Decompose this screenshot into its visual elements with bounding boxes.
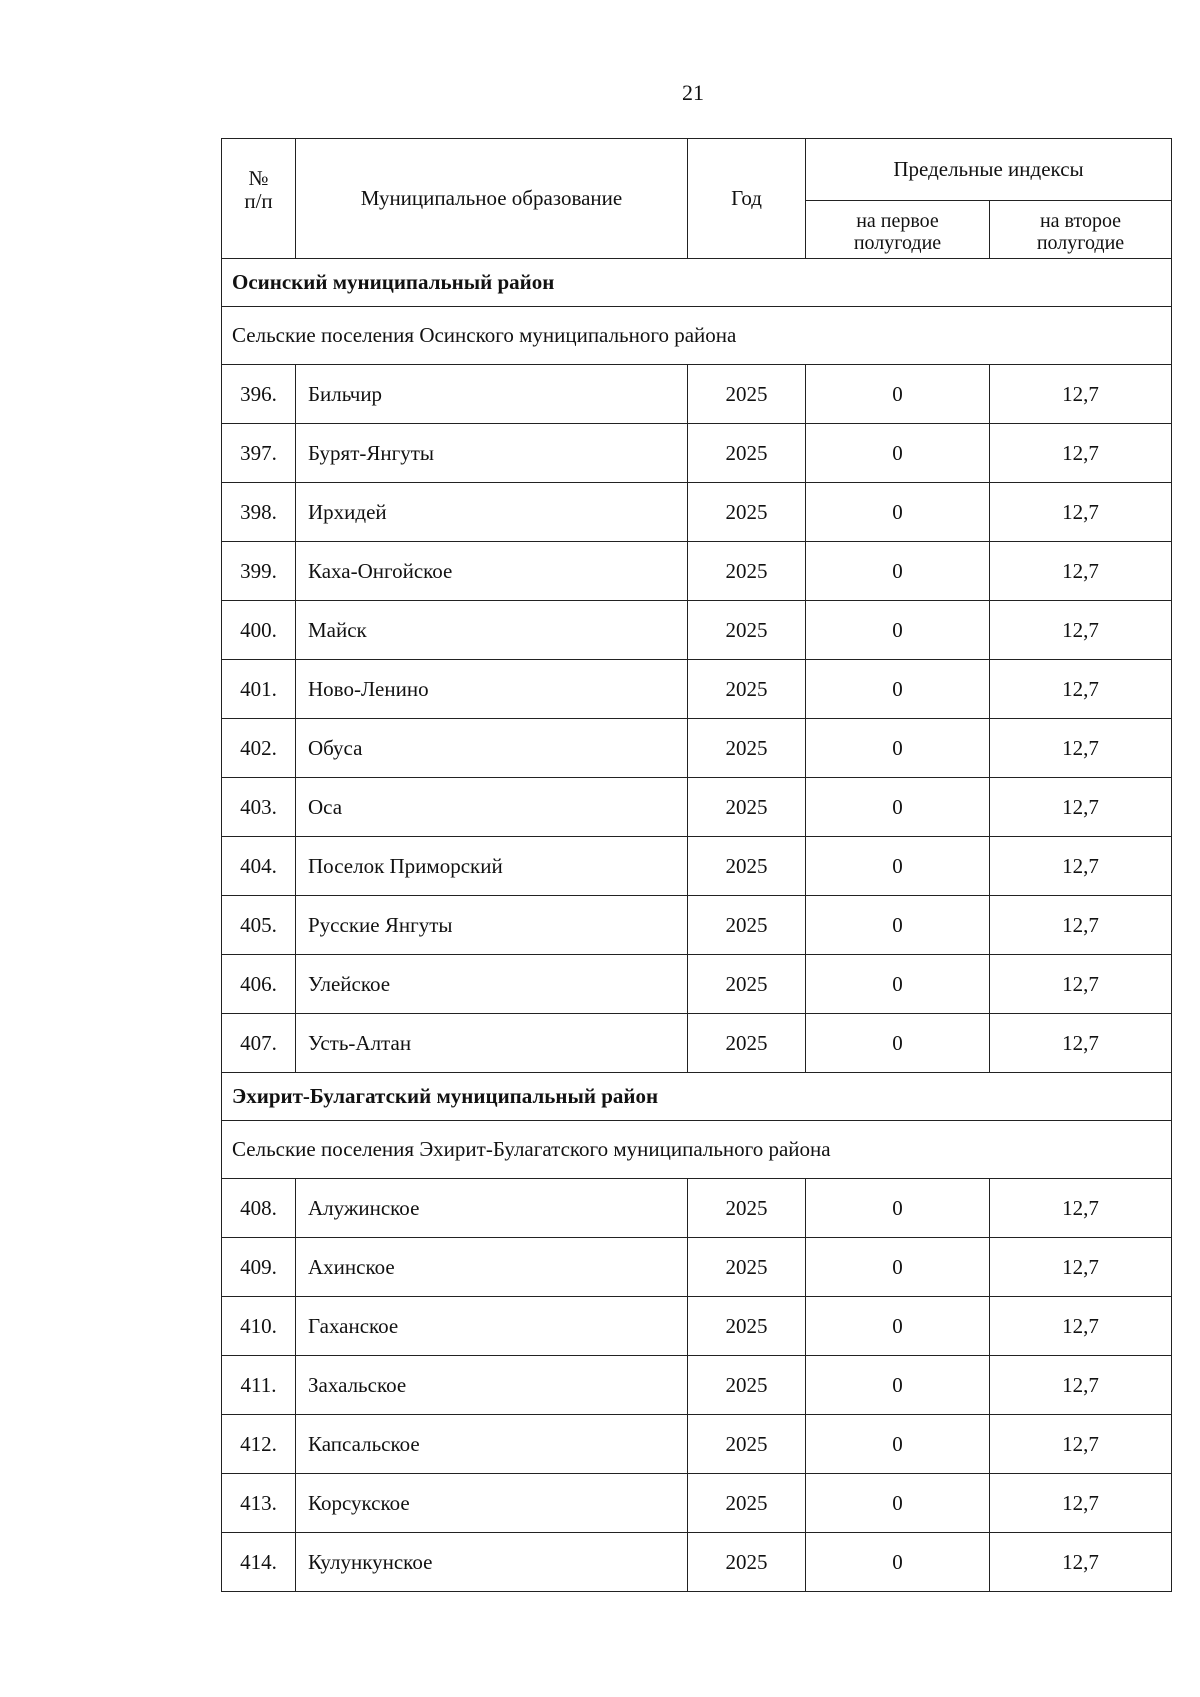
header-first-half-label: на первое полугодие [853,209,942,254]
cell-municipality: Алужинское [296,1179,688,1238]
table-row [222,719,1172,778]
cell-year: 2025 [688,660,806,719]
cell-municipality: Корсукское [296,1474,688,1533]
section-subtitle: Сельские поселения Осинского муниципального района [222,307,1172,365]
cell-year: 2025 [688,1179,806,1238]
cell-municipality: Улейское [296,955,688,1014]
cell-first-half: 0 [806,778,990,837]
cell-second-half: 12,7 [990,1533,1172,1592]
cell-municipality: Майск [296,601,688,660]
table-row [222,896,1172,955]
cell-municipality: Ирхидей [296,483,688,542]
cell-municipality: Ахинское [296,1238,688,1297]
cell-year: 2025 [688,1474,806,1533]
header-second-half-label: на второе полугодие [1036,209,1125,254]
cell-year: 2025 [688,365,806,424]
header-year [688,139,806,259]
cell-number: 412. [222,1415,296,1474]
cell-year: 2025 [688,896,806,955]
table-row [222,955,1172,1014]
table-row [222,1179,1172,1238]
cell-second-half: 12,7 [990,896,1172,955]
cell-second-half: 12,7 [990,1474,1172,1533]
header-limits-label: Предельные индексы [893,157,1084,181]
cell-number: 396. [222,365,296,424]
cell-year: 2025 [688,1297,806,1356]
cell-year: 2025 [688,542,806,601]
header-second-half [990,201,1172,259]
cell-year: 2025 [688,1533,806,1592]
table-row [222,483,1172,542]
table-body [222,259,1172,1592]
header-year-label: Год [731,186,762,210]
cell-year: 2025 [688,1356,806,1415]
cell-number: 409. [222,1238,296,1297]
cell-first-half: 0 [806,1474,990,1533]
cell-year: 2025 [688,1014,806,1073]
cell-first-half: 0 [806,601,990,660]
cell-second-half: 12,7 [990,483,1172,542]
table-header [222,139,1172,259]
table-row [222,1533,1172,1592]
header-limits [806,139,1172,201]
cell-first-half: 0 [806,1179,990,1238]
cell-year: 2025 [688,601,806,660]
table-row [222,601,1172,660]
cell-municipality: Гаханское [296,1297,688,1356]
table-row [222,1297,1172,1356]
cell-year: 2025 [688,955,806,1014]
section-subtitle-row [222,1121,1172,1179]
cell-second-half: 12,7 [990,542,1172,601]
cell-first-half: 0 [806,1415,990,1474]
cell-number: 406. [222,955,296,1014]
cell-year: 2025 [688,778,806,837]
cell-municipality: Оса [296,778,688,837]
cell-year: 2025 [688,424,806,483]
table-row [222,837,1172,896]
section-title: Осинский муниципальный район [222,259,1172,307]
cell-municipality: Каха-Онгойское [296,542,688,601]
cell-second-half: 12,7 [990,1014,1172,1073]
section-subtitle-row [222,307,1172,365]
cell-number: 407. [222,1014,296,1073]
cell-number: 408. [222,1179,296,1238]
cell-municipality: Русские Янгуты [296,896,688,955]
header-municipality-label: Муниципальное образование [360,186,623,210]
cell-second-half: 12,7 [990,778,1172,837]
table-row [222,1415,1172,1474]
cell-first-half: 0 [806,1238,990,1297]
cell-second-half: 12,7 [990,660,1172,719]
table-row [222,1238,1172,1297]
cell-second-half: 12,7 [990,601,1172,660]
header-number-label: № п/п [244,166,273,213]
cell-number: 402. [222,719,296,778]
table-row [222,1014,1172,1073]
table-row [222,542,1172,601]
cell-second-half: 12,7 [990,365,1172,424]
cell-year: 2025 [688,1415,806,1474]
section-title-row [222,259,1172,307]
cell-number: 398. [222,483,296,542]
cell-number: 397. [222,424,296,483]
limits-table [221,138,1172,1592]
cell-second-half: 12,7 [990,1415,1172,1474]
cell-second-half: 12,7 [990,1297,1172,1356]
cell-number: 410. [222,1297,296,1356]
cell-first-half: 0 [806,896,990,955]
cell-municipality: Бурят-Янгуты [296,424,688,483]
cell-first-half: 0 [806,719,990,778]
cell-number: 413. [222,1474,296,1533]
cell-second-half: 12,7 [990,719,1172,778]
cell-first-half: 0 [806,955,990,1014]
header-municipality [296,139,688,259]
cell-number: 411. [222,1356,296,1415]
cell-year: 2025 [688,719,806,778]
cell-first-half: 0 [806,365,990,424]
cell-number: 399. [222,542,296,601]
cell-municipality: Захальское [296,1356,688,1415]
cell-municipality: Бильчир [296,365,688,424]
cell-municipality: Капсальское [296,1415,688,1474]
table-row [222,1474,1172,1533]
table-row [222,778,1172,837]
cell-year: 2025 [688,483,806,542]
cell-first-half: 0 [806,542,990,601]
cell-second-half: 12,7 [990,955,1172,1014]
cell-first-half: 0 [806,424,990,483]
table-row [222,424,1172,483]
cell-first-half: 0 [806,1533,990,1592]
cell-year: 2025 [688,1238,806,1297]
table-row [222,1356,1172,1415]
cell-first-half: 0 [806,1014,990,1073]
table-row [222,660,1172,719]
cell-number: 400. [222,601,296,660]
cell-number: 405. [222,896,296,955]
cell-number: 401. [222,660,296,719]
cell-first-half: 0 [806,837,990,896]
cell-municipality: Усть-Алтан [296,1014,688,1073]
cell-year: 2025 [688,837,806,896]
cell-municipality: Обуса [296,719,688,778]
cell-second-half: 12,7 [990,1356,1172,1415]
cell-first-half: 0 [806,660,990,719]
cell-municipality: Поселок Приморский [296,837,688,896]
page-number: 21 [682,80,704,105]
section-title: Эхирит-Булагатский муниципальный район [222,1073,1172,1121]
cell-first-half: 0 [806,1356,990,1415]
cell-municipality: Кулункунское [296,1533,688,1592]
cell-second-half: 12,7 [990,424,1172,483]
cell-second-half: 12,7 [990,837,1172,896]
cell-number: 404. [222,837,296,896]
table-row [222,365,1172,424]
cell-number: 403. [222,778,296,837]
header-first-half [806,201,990,259]
section-title-row [222,1073,1172,1121]
header-number [222,139,296,259]
cell-first-half: 0 [806,483,990,542]
cell-number: 414. [222,1533,296,1592]
cell-first-half: 0 [806,1297,990,1356]
cell-municipality: Ново-Ленино [296,660,688,719]
section-subtitle: Сельские поселения Эхирит-Булагатского муниципального района [222,1121,1172,1179]
cell-second-half: 12,7 [990,1238,1172,1297]
cell-second-half: 12,7 [990,1179,1172,1238]
